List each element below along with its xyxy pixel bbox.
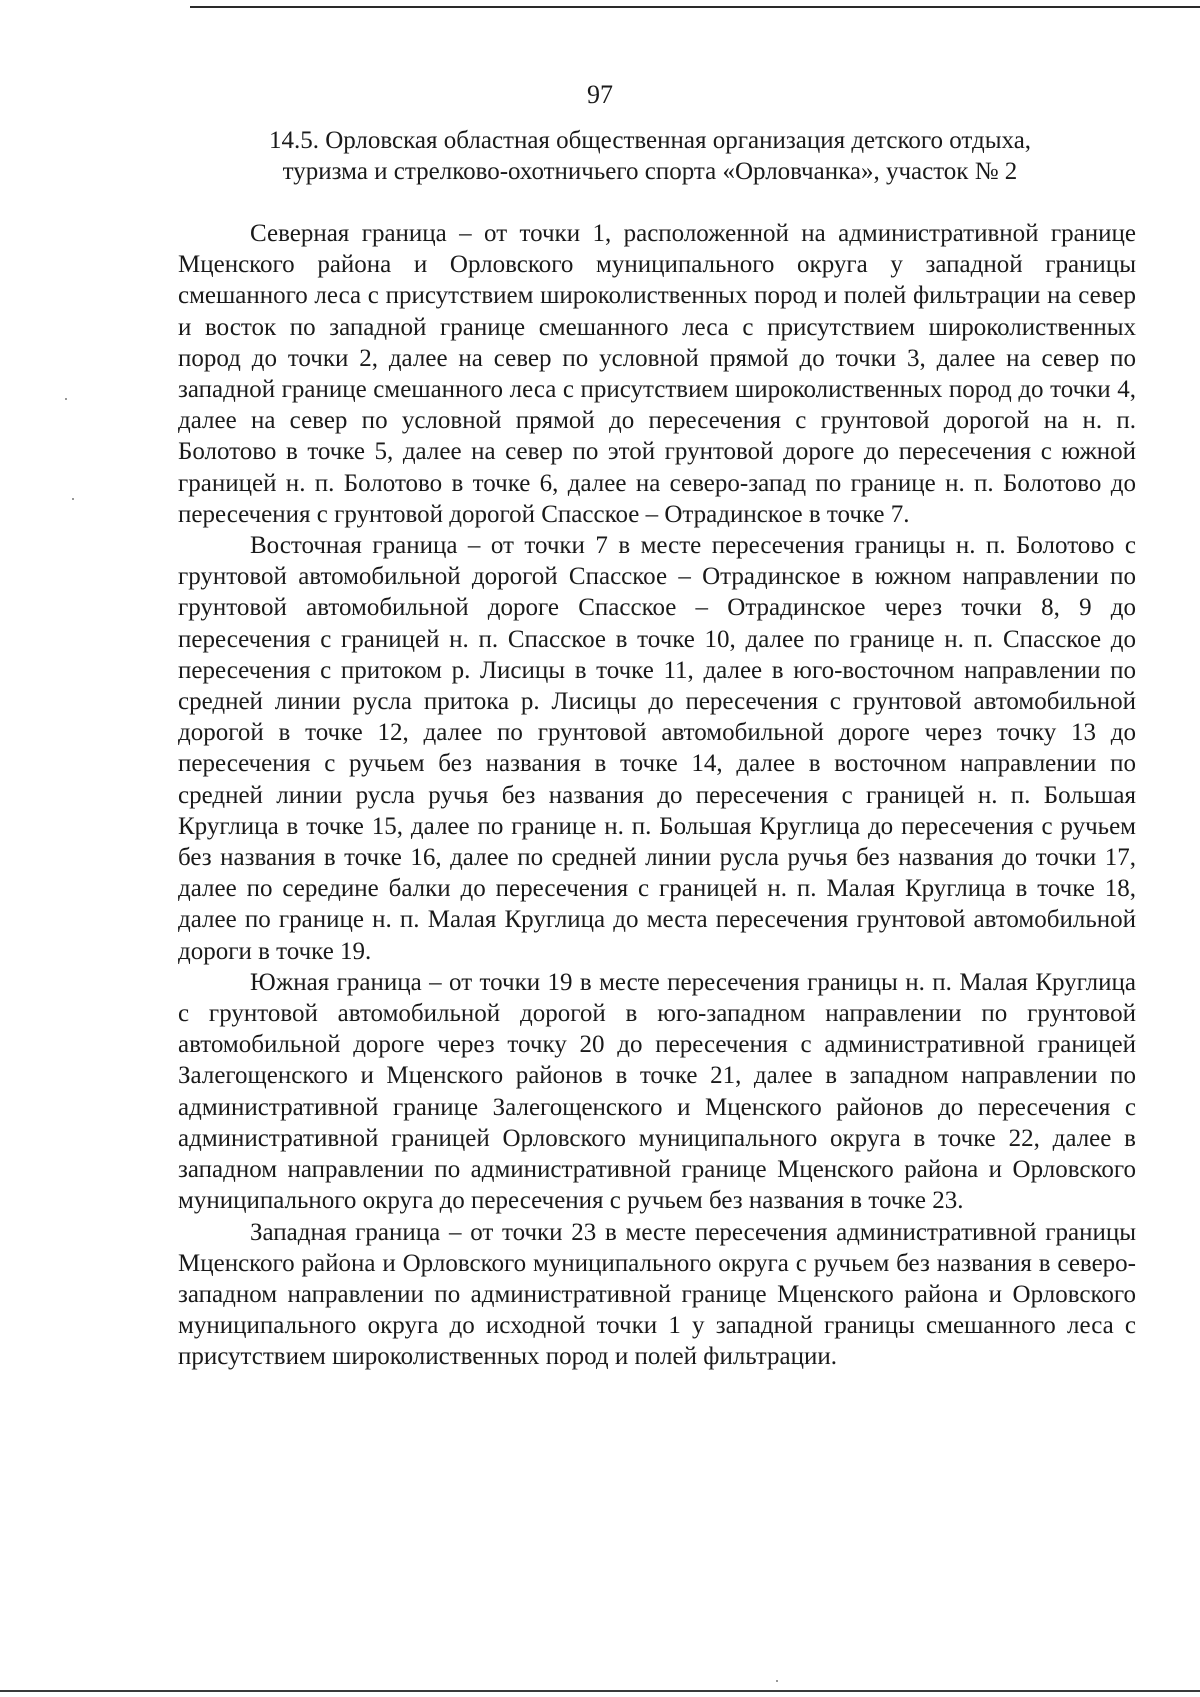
scan-top-edge [190,6,1200,8]
paragraph-north-boundary: Северная граница – от точки 1, расположенной на административной границе Мценского района и Орловского муниципального округа у западной границы смешанного леса с присутствием широколиственных пород и полей фильтрации на север и восток по западной границе смешанного леса с присутствием широколиственных пород до точки 2, далее на север по условной прямой до точки 3, далее на север по западной границе смешанного леса с присутствием широколиственных пород до точки 4, далее на север по условной прямой до пересечения с грунтовой дорогой на н. п. Болотово в точке 5, далее на север по этой грунтовой дороге до пересечения с южной границей н. п. Болотово в точке 6, далее на северо-запад по границе н. п. Болотово до пересечения с грунтовой дорогой Спасское – Отрадинское в точке 7. [178,220,1136,528]
paragraph-south-boundary: Южная граница – от точки 19 в месте пересечения границы н. п. Малая Круглица с грунтовой автомобильной дорогой в юго-западном направлении по грунтовой автомобильной дороге через точку 20 до пересечения с административной границей Залегощенского и Мценского районов в точке 21, далее в западном направлении по административной границе Залегощенского и Мценского районов до пересечения с административной границей Орловского муниципального округа в точке 22, далее в западном направлении по административной границе Мценского района и Орловского муниципального округа до пересечения с ручьем без названия в точке 23. [178,968,1136,1215]
section-heading-line-1: 14.5. Орловская областная общественная организация детского отдыха, [268,127,1032,154]
paragraph-east-boundary: Восточная граница – от точки 7 в месте пересечения границы н. п. Болотово с грунтовой автомобильной дорогой Спасское – Отрадинское в южном направлении по грунтовой автомобильной дороге Спасское – Отрадинское через точки 8, 9 до пересечения с границей н. п. Спасское в точке 10, далее по границе н. п. Спасское до пересечения с притоком р. Лисицы в точке 11, далее в юго-восточном направлении по средней линии русла притока р. Лисицы до пересечения с грунтовой автомобильной дорогой в точке 12, далее по грунтовой автомобильной дороге через точку 13 до пересечения с ручьем без названия в точке 14, далее в восточном направлении по средней линии русла ручья без названия до пересечения с границей н. п. Большая Круглица в точке 15, далее по границе н. п. Большая Круглица до пересечения с ручьем без названия в точке 16, далее по средней линии русла ручья без названия до точки 17, далее по середине балки до пересечения с границей н. п. Малая Круглица в точке 18, далее по границе н. п. Малая Круглица до места пересечения грунтовой автомобильной дороги в точке 19. [178,532,1136,965]
section-heading-line-2: туризма и стрелково-охотничьего спорта «Орловчанка», участок № 2 [282,158,1018,185]
scan-bottom-edge [0,1690,1200,1692]
paragraph-west-boundary: Западная граница – от точки 23 в месте пересечения административной границы Мценского района и Орловского муниципального округа с ручьем без названия в северо-западном направлении по административной границе Мценского района и Орловского муниципального округа до исходной точки 1 у западной границы смешанного леса с присутствием широколиственных пород и полей фильтрации. [178,1218,1136,1371]
scan-speck [72,498,74,500]
section-heading [170,125,1130,187]
scan-speck [65,398,67,400]
scan-speck [776,1680,778,1682]
document-body [178,218,1136,1373]
page-number: 97 [587,80,613,109]
